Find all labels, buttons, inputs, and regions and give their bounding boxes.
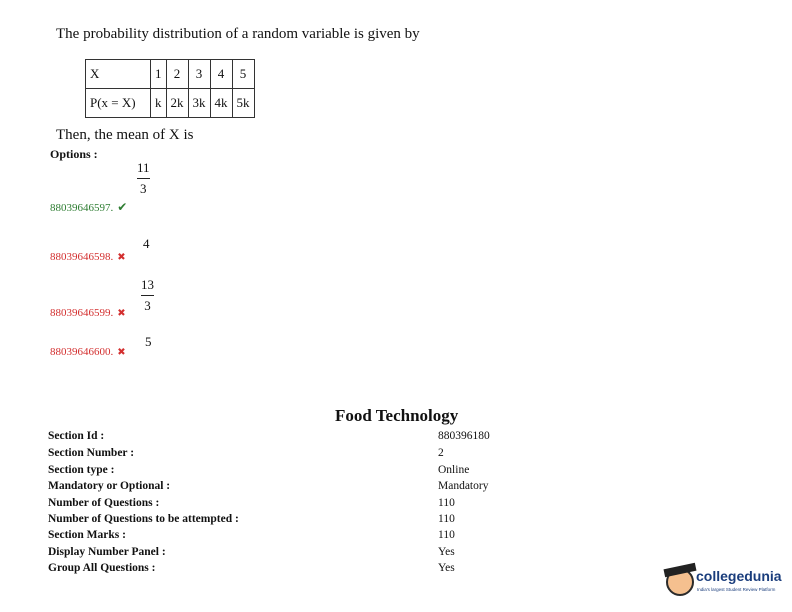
info-value: 880396180: [438, 430, 490, 442]
fraction-denominator: 3: [140, 180, 147, 196]
option-1-value: [137, 160, 150, 196]
option-4-value: 5: [145, 334, 152, 349]
info-label: Display Number Panel :: [48, 546, 166, 558]
table-cell: 4: [210, 60, 232, 89]
table-cell: P(x = X): [86, 89, 151, 118]
table-cell: 5: [232, 60, 254, 89]
probability-table: [85, 59, 255, 118]
table-cell: X: [86, 60, 151, 89]
info-value: Yes: [438, 546, 455, 558]
info-label: Section Id :: [48, 430, 105, 442]
graduate-cap-icon: [666, 568, 694, 596]
info-label: Number of Questions to be attempted :: [48, 513, 239, 525]
question-followup: Then, the mean of X is: [56, 127, 194, 143]
info-label: Group All Questions :: [48, 562, 156, 574]
option-id: 88039646597.: [50, 202, 114, 214]
cross-icon: ✖: [117, 347, 126, 358]
section-info-row: [48, 546, 568, 562]
fraction-denominator: 3: [144, 297, 151, 313]
logo-tagline: India's largest Student Review Platform: [697, 587, 776, 592]
table-cell: k: [151, 89, 167, 118]
option-4[interactable]: [50, 342, 126, 360]
option-2-value: 4: [143, 236, 150, 251]
section-title: Food Technology: [335, 406, 459, 425]
table-cell: 3: [188, 60, 210, 89]
info-value: 2: [438, 447, 444, 459]
section-info-row: [48, 447, 568, 463]
fraction-numerator: 13: [141, 277, 154, 292]
table-cell: 2: [166, 60, 188, 89]
option-id: 88039646599.: [50, 307, 114, 319]
section-info-row: [48, 513, 568, 529]
section-info-row: [48, 497, 568, 513]
logo-name: collegedunia: [696, 568, 782, 584]
table-cell: 1: [151, 60, 167, 89]
section-info-row: [48, 430, 568, 446]
option-id: 88039646600.: [50, 346, 114, 358]
info-label: Section Marks :: [48, 529, 126, 541]
table-cell: 4k: [210, 89, 232, 118]
option-3-value: [141, 277, 154, 313]
collegedunia-logo: [666, 566, 786, 600]
cross-icon: ✖: [117, 308, 126, 319]
info-label: Section type :: [48, 464, 115, 476]
info-value: 110: [438, 497, 455, 509]
info-value: Online: [438, 464, 470, 476]
section-info-row: [48, 464, 568, 480]
info-value: Yes: [438, 562, 455, 574]
section-info-row: [48, 480, 568, 496]
options-label: Options :: [50, 147, 98, 161]
table-row: [86, 60, 255, 89]
section-info-row: [48, 562, 568, 578]
fraction-bar: [137, 178, 150, 179]
option-2[interactable]: [50, 247, 126, 265]
option-1[interactable]: [50, 198, 127, 216]
fraction-bar: [141, 295, 154, 296]
question-text: The probability distribution of a random variable is given by: [56, 26, 420, 42]
table-cell: 5k: [232, 89, 254, 118]
option-id: 88039646598.: [50, 251, 114, 263]
info-label: Section Number :: [48, 447, 135, 459]
check-icon: ✔: [117, 200, 128, 214]
info-value: 110: [438, 513, 455, 525]
info-label: Number of Questions :: [48, 497, 160, 509]
option-3[interactable]: [50, 303, 126, 321]
table-row: [86, 89, 255, 118]
info-value: 110: [438, 529, 455, 541]
section-info-row: [48, 529, 568, 545]
info-value: Mandatory: [438, 480, 489, 492]
table-cell: 2k: [166, 89, 188, 118]
fraction-numerator: 11: [137, 160, 150, 175]
cross-icon: ✖: [117, 252, 126, 263]
table-cell: 3k: [188, 89, 210, 118]
info-label: Mandatory or Optional :: [48, 480, 171, 492]
